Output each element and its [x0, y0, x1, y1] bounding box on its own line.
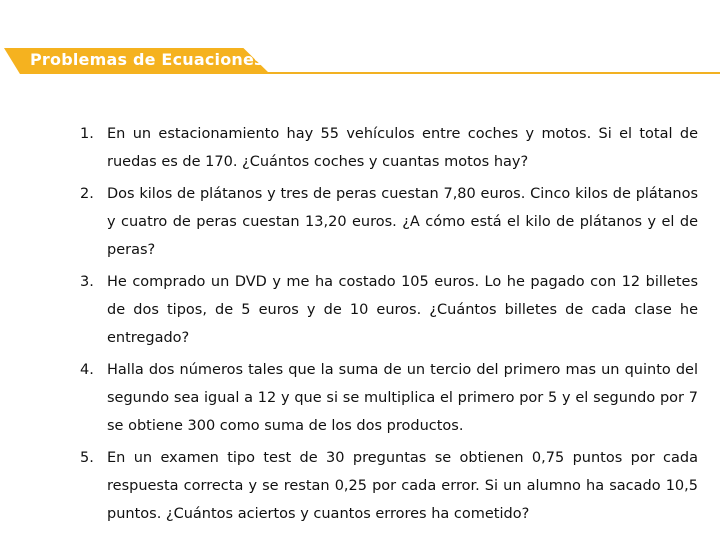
problem-list: [80, 120, 698, 532]
problem-text: Dos kilos de plátanos y tres de peras cuestan 7,80 euros. Cinco kilos de plátanos y cuatro de peras cuestan 13,20 euros. ¿A cómo está el kilo de plátanos y el de peras?: [107, 186, 698, 258]
problem-item: [80, 120, 698, 176]
problem-item: [80, 180, 698, 264]
section-header: [0, 44, 720, 78]
problem-number: 4.: [80, 362, 94, 378]
problem-text: Halla dos números tales que la suma de un tercio del primero mas un quinto del segundo sea igual a 12 y que si se multiplica el primero por 5 y el segundo por 7 se obtiene 300 como suma de los dos productos.: [107, 362, 698, 434]
problem-item: [80, 444, 698, 528]
problem-number: 1.: [80, 126, 94, 142]
page-title: Problemas de Ecuaciones: [30, 50, 264, 69]
problem-number: 5.: [80, 450, 94, 466]
problem-text: En un estacionamiento hay 55 vehículos entre coches y motos. Si el total de ruedas es de 170. ¿Cuántos coches y cuantas motos hay?: [107, 126, 698, 170]
problem-text: He comprado un DVD y me ha costado 105 euros. Lo he pagado con 12 billetes de dos tipos, de 5 euros y de 10 euros. ¿Cuántos billetes de cada clase he entregado?: [107, 274, 698, 346]
problem-number: 3.: [80, 274, 94, 290]
problem-item: [80, 268, 698, 352]
problem-item: [80, 356, 698, 440]
problem-text: En un examen tipo test de 30 preguntas se obtienen 0,75 puntos por cada respuesta correcta y se restan 0,25 por cada error. Si un alumno ha sacado 10,5 puntos. ¿Cuántos aciertos y cuantos errores ha cometido?: [107, 450, 698, 522]
header-rule: [250, 72, 720, 74]
problem-number: 2.: [80, 186, 94, 202]
